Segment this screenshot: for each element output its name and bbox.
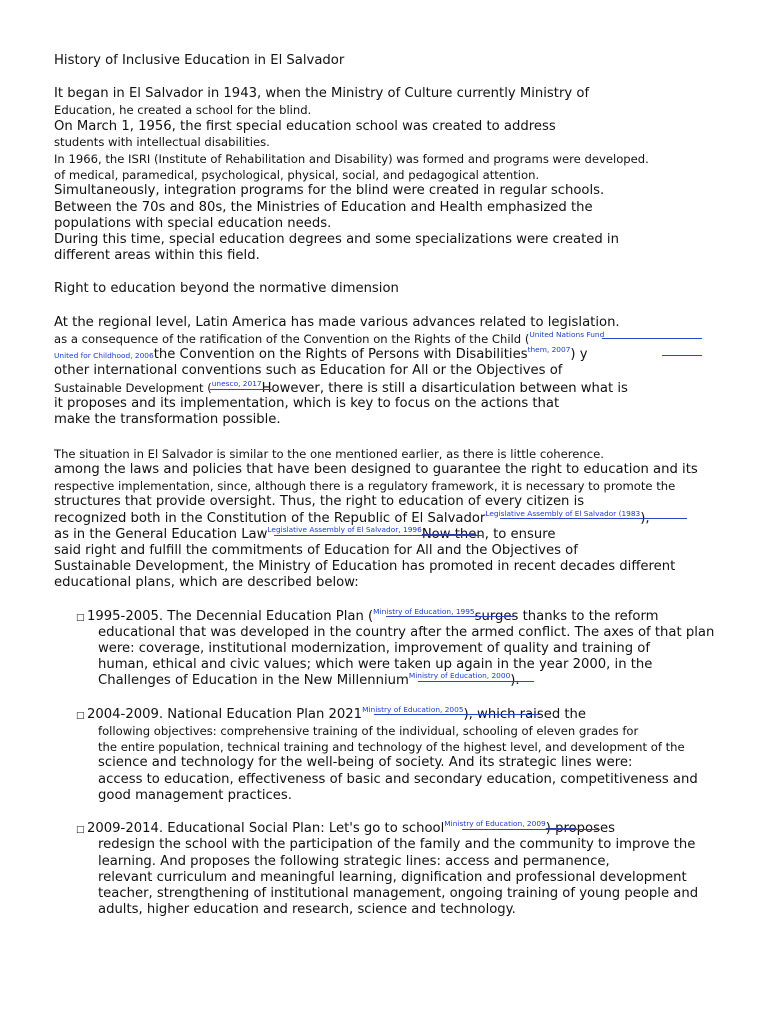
p3-line-5: recognized both in the Constitution of the Republic of El Salvador$^{Legislative Assembly of El Salvador (1983}$),	[54, 508, 650, 526]
b2-line-6: good management practices.	[98, 788, 292, 803]
p1-line-3: On March 1, 1956, the first special education school was created to address	[54, 119, 556, 134]
p1-line-1: It began in El Salvador in 1943, when the Ministry of Culture currently Ministry of	[54, 86, 590, 101]
tracked-deletion: ) pro	[545, 821, 577, 836]
p1-line-8: Between the 70s and 80s, the Ministries of Education and Health emphasized the	[54, 200, 593, 215]
bullet-item-2009: □ 2009-2014. Educational Social Plan: Let's go to school$^{Ministry of Education, 2009}$) proposes	[76, 818, 615, 836]
p2-line-2: as a consequence of the ratification of the Convention on the Rights of the Child ($^{United Nations Fund}$	[54, 330, 605, 346]
citation-link[interactable]: them, 2007	[527, 344, 571, 354]
p1-line-5: In 1966, the ISRI (Institute of Rehabilitation and Disability) was formed and programs were developed.	[54, 152, 649, 166]
b2-line-2: following objectives: comprehensive training of the individual, schooling of eleven grades for	[98, 724, 639, 738]
citation-link[interactable]: Ministry of Education, 1995	[373, 606, 475, 616]
b2-line-3: the entire population, technical training and technology of the highest level, and development of the	[98, 740, 685, 754]
bullet-item-1995: □ 1995-2005. The Decennial Education Plan ($^{Ministry of Education, 1995}$surges thanks to the reform	[76, 606, 659, 624]
p3-line-3: respective implementation, since, although there is a regulatory framework, it is necessary to promote the	[54, 479, 676, 493]
b1-line-3: were: coverage, institutional modernization, improvement of quality and training of	[98, 641, 650, 656]
citation-link[interactable]: Ministry of Education, 2005	[362, 704, 464, 714]
p3-line-4: structures that provide oversight. Thus, the right to education of every citizen is	[54, 494, 585, 509]
b2-line-5: access to education, effectiveness of basic and secondary education, competitiveness and	[98, 772, 698, 787]
revision-underline	[462, 829, 600, 830]
revision-underline	[274, 535, 482, 536]
citation-link[interactable]: Legislative Assembly of El Salvador, 1996	[267, 524, 422, 534]
b1-line-5: Challenges of Education in the New Millennium$^{Ministry of Education, 2000}$).	[98, 670, 520, 688]
document-title: History of Inclusive Education in El Salvador	[54, 53, 345, 68]
p1-line-11: different areas within this field.	[54, 248, 260, 263]
p3-line-7: said right and fulfill the commitments of Education for All and the Objectives of	[54, 543, 578, 558]
p2-line-6: it proposes and its implementation, which is key to focus on the actions that	[54, 396, 560, 411]
p1-line-7: Simultaneously, integration programs for the blind were created in regular schools.	[54, 183, 605, 198]
p3-line-2: among the laws and policies that have been designed to guarantee the right to education and its	[54, 462, 698, 477]
citation-link[interactable]: Ministry of Education, 2009	[444, 818, 546, 828]
tracked-deletion: Now the	[421, 527, 477, 542]
p1-line-4: students with intellectual disabilities.	[54, 135, 270, 149]
revision-underline	[418, 681, 534, 682]
section-heading: Right to education beyond the normative dimension	[54, 281, 399, 296]
b3-line-6: adults, higher education and research, science and technology.	[98, 902, 516, 917]
b3-line-2: redesign the school with the participation of the family and the community to improve the	[98, 837, 696, 852]
p3-line-9: educational plans, which are described below:	[54, 575, 359, 590]
p3-line-6: as in the General Education Law$^{Legislative Assembly of El Salvador, 1996}$Now then, to ensure	[54, 524, 556, 542]
citation-link[interactable]: Legislative Assembly of El Salvador (1983	[485, 508, 641, 518]
bullet-item-2004: □ 2004-2009. National Education Plan 2021$^{Ministry of Education, 2005}$), which raised the	[76, 704, 587, 722]
b3-line-5: teacher, strengthening of institutional management, ongoing training of young people and	[98, 886, 699, 901]
p2-line-1: At the regional level, Latin America has made various advances related to legislation.	[54, 315, 620, 330]
citation-link[interactable]: unesco, 2017	[211, 378, 262, 388]
checkbox-bullet-icon: □	[76, 825, 85, 835]
p3-line-1: The situation in El Salvador is similar to the one mentioned earlier, as there is little coherence.	[54, 447, 604, 461]
revision-underline	[500, 518, 687, 519]
revision-underline	[602, 338, 702, 339]
p2-line-3: United for Childhood, 2006the Convention on the Rights of Persons with Disabilities$^{them, 2007}$) y	[54, 344, 588, 362]
p2-line-7: make the transformation possible.	[54, 412, 281, 427]
p3-line-8: Sustainable Development, the Ministry of Education has promoted in recent decades different	[54, 559, 676, 574]
b1-line-4: human, ethical and civic values; which were taken up again in the year 2000, in the	[98, 657, 653, 672]
revision-underline	[210, 389, 272, 390]
checkbox-bullet-icon: □	[76, 711, 85, 721]
b3-line-3: learning. And proposes the following strategic lines: access and permanence,	[98, 854, 610, 869]
citation-link[interactable]: United for Childhood, 2006	[54, 351, 154, 360]
p2-line-5: Sustainable Development ($^{unesco, 2017}$However, there is still a disarticulation between what is	[54, 378, 628, 396]
p1-line-9: populations with special education needs.	[54, 216, 332, 231]
tracked-deletion: sur	[474, 609, 496, 624]
citation-link[interactable]: Ministry of Education, 2000	[408, 670, 511, 680]
p1-line-10: During this time, special education degrees and some specializations were created in	[54, 232, 619, 247]
checkbox-bullet-icon: □	[76, 613, 85, 623]
p2-line-4: other international conventions such as Education for All or the Objectives of	[54, 363, 563, 378]
b3-line-4: relevant curriculum and meaningful learning, dignification and professional development	[98, 870, 687, 885]
p1-line-2: Education, he created a school for the blind.	[54, 103, 312, 117]
b2-line-4: science and technology for the well-being of society. And its strategic lines were:	[98, 755, 633, 770]
b1-line-2: educational that was developed in the country after the armed conflict. The axes of that plan	[98, 625, 715, 640]
revision-underline	[662, 355, 702, 356]
tracked-deletion: ), which	[463, 707, 516, 722]
revision-underline	[374, 714, 540, 715]
p1-line-6: of medical, paramedical, psychological, physical, social, and pedagogical attention.	[54, 168, 540, 182]
citation-link[interactable]: United Nations Fund	[529, 330, 605, 340]
revision-underline	[386, 616, 514, 617]
